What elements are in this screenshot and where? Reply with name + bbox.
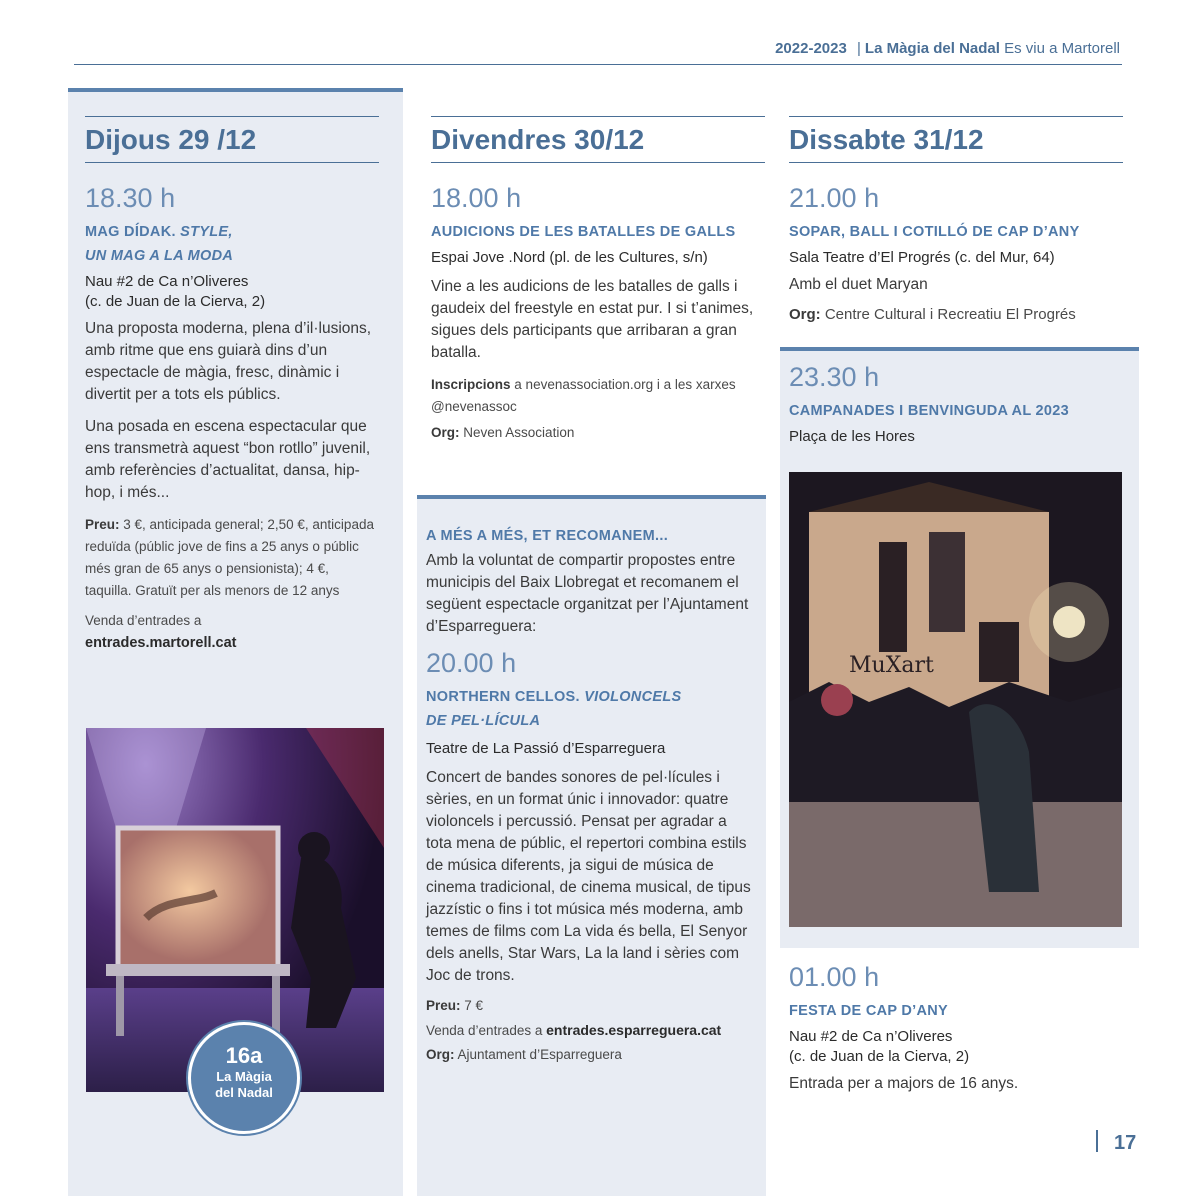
header-years: 2022-2023 (775, 40, 847, 57)
registration-info (431, 374, 765, 418)
event-venue: Espai Jove .Nord (pl. de les Cultures, s/n) (431, 248, 708, 266)
registration-text: a nevenassociation.org i a les xarxes @nevenassoc (431, 376, 736, 414)
day-heading: Dissabte 31/12 (789, 116, 1123, 163)
event-title (85, 220, 379, 268)
running-header (775, 40, 1120, 57)
organizer-text-2: Ajuntament d’Esparreguera (457, 1047, 622, 1062)
event2-title-italic: VIOLONCELS (584, 689, 682, 705)
col2-panel-top-bar (417, 495, 766, 499)
event2-title-italic-2: DE PEL·LÍCULA (426, 713, 541, 729)
event-venue-2: Teatre de La Passió d’Esparreguera (426, 740, 666, 757)
event-performer: Amb el duet Maryan (789, 275, 928, 293)
event-time-2: 20.00 h (426, 648, 517, 678)
event-time-3: 01.00 h (789, 962, 880, 992)
sale-text: Venda d’entrades a (85, 612, 202, 628)
organizer-label: Org: (431, 424, 460, 440)
event-title-3: FESTA DE CAP D’ANY (789, 1003, 949, 1019)
day-heading: Dijous 29 /12 (85, 116, 379, 163)
badge-line-1: La Màgia (216, 1069, 272, 1084)
event-time-2: 23.30 h (789, 362, 880, 392)
event-title-2: CAMPANADES I BENVINGUDA AL 2023 (789, 403, 1070, 419)
plaza-illustration (789, 472, 1122, 927)
event-title-part: MAG DÍDAK. (85, 223, 176, 240)
event-time: 21.00 h (789, 182, 880, 213)
recommend-title: A MÉS A MÉS, ET RECOMANEM... (426, 528, 669, 544)
newyear-party-section (789, 946, 1123, 1095)
organizer-info (431, 422, 765, 444)
organizer-info (789, 304, 1123, 326)
sale-site-link[interactable]: entrades.martorell.cat (85, 634, 237, 651)
ticket-sale-2 (426, 1019, 756, 1042)
midnight-section (789, 346, 1123, 447)
venue-line-2: (c. de Juan de la Cierva, 2) (85, 292, 266, 310)
organizer-text: Centre Cultural i Recreatiu El Progrés (824, 305, 1076, 323)
header-title-bold: La Màgia del Nadal (864, 40, 1000, 57)
event-venue-2: Plaça de les Hores (789, 428, 915, 445)
col1-panel-top-bar (68, 88, 403, 92)
organizer-info-2 (426, 1044, 756, 1066)
page-number-bar (1096, 1130, 1098, 1152)
event-title-2 (426, 685, 756, 733)
event-description-2: Una posada en escena espectacular que ens transmetrà aquest “bon rotllo” juvenil, amb referències d’actualitat, dansa, hip-hop, i més... (85, 417, 371, 501)
venue3-line-1: Nau #2 de Ca n’Oliveres (789, 1028, 953, 1045)
magia-nadal-badge (188, 1022, 300, 1134)
page-number-text: 17 (1114, 1132, 1137, 1154)
header-separator: | (857, 40, 861, 57)
price-text-2: 7 € (464, 998, 484, 1013)
organizer-label-2: Org: (426, 1047, 455, 1062)
header-title-rest: Es viu a Martorell (1004, 40, 1120, 57)
organizer-label: Org: (789, 305, 821, 323)
badge-number: 16a (225, 1043, 263, 1068)
sale-text-2: Venda d’entrades a (426, 1023, 543, 1038)
event-time: 18.30 h (85, 182, 176, 213)
price-info (85, 514, 379, 602)
event-title: AUDICIONS DE LES BATALLES DE GALLS (431, 223, 736, 240)
event-time: 18.00 h (431, 182, 522, 213)
ticket-sale (85, 610, 379, 654)
header-rule (74, 64, 1122, 65)
price-label: Preu: (85, 516, 120, 532)
event-title-italic: STYLE, (180, 223, 233, 240)
column-saturday (789, 116, 1123, 326)
muxart-sign: MuXart (849, 653, 934, 678)
registration-label: Inscripcions (431, 376, 511, 392)
column-friday (431, 116, 765, 444)
day-heading: Divendres 30/12 (431, 116, 765, 163)
event-venue (85, 272, 379, 312)
recommendation-section (426, 524, 756, 1066)
age-note: Entrada per a majors de 16 anys. (789, 1075, 1019, 1092)
event-venue-3 (789, 1027, 1123, 1067)
organizer-text: Neven Association (463, 424, 575, 440)
event-title-italic-2: UN MAG A LA MODA (85, 247, 234, 264)
column-thursday (85, 116, 379, 654)
event-description: Vine a les audicions de les batalles de galls i gaudeix del freestyle en estat pur. I si t’animes, sigues dels participants que arribaran a gran batalla. (431, 277, 754, 361)
event-venue: Sala Teatre d’El Progrés (c. del Mur, 64) (789, 248, 1055, 266)
venue3-line-2: (c. de Juan de la Cierva, 2) (789, 1048, 970, 1065)
badge-line-2: del Nadal (215, 1085, 273, 1100)
venue-line-1: Nau #2 de Ca n’Oliveres (85, 272, 249, 290)
event-description: Una proposta moderna, plena d’il·lusions, amb ritme que ens guiarà dins d’un espectacle de màgia, fresc, dinàmic i divertit per a tots els públics. (85, 319, 372, 403)
price-text: 3 €, anticipada general; 2,50 €, anticipada reduïda (públic jove de fins a 25 anys o públic més gran de 65 anys o pensionista); 4 €, taquilla. Gratuït per als menors de 12 anys (85, 516, 374, 598)
event-title: SOPAR, BALL I COTILLÓ DE CAP D’ANY (789, 223, 1080, 240)
plaza-photo (789, 472, 1122, 927)
price-info-2 (426, 995, 756, 1017)
page-number (1096, 1130, 1136, 1155)
price-label-2: Preu: (426, 998, 461, 1013)
sale-site-link-2[interactable]: entrades.esparreguera.cat (546, 1022, 722, 1038)
event2-title-part: NORTHERN CELLOS. (426, 689, 580, 705)
recommend-intro: Amb la voluntat de compartir propostes entre municipis del Baix Llobregat et recomanem el següent espectacle organitzat per l’Ajuntament d’Esparreguera: (426, 552, 749, 635)
event-description-2: Concert de bandes sonores de pel·lícules i sèries, en un format únic i innovador: quatre violoncels i percussió. Pensat per agradar a tota mena de públic, el repertori combina estils de música diferents, ja sigui de música de cinema tradicional, de cinema musical, de tipus jazzístic o fins i tot música més moderna, amb temes de films com La vida és bella, El Senyor dels anells, Star Wars, La la land i sèries com Joc de trons. (426, 769, 751, 984)
